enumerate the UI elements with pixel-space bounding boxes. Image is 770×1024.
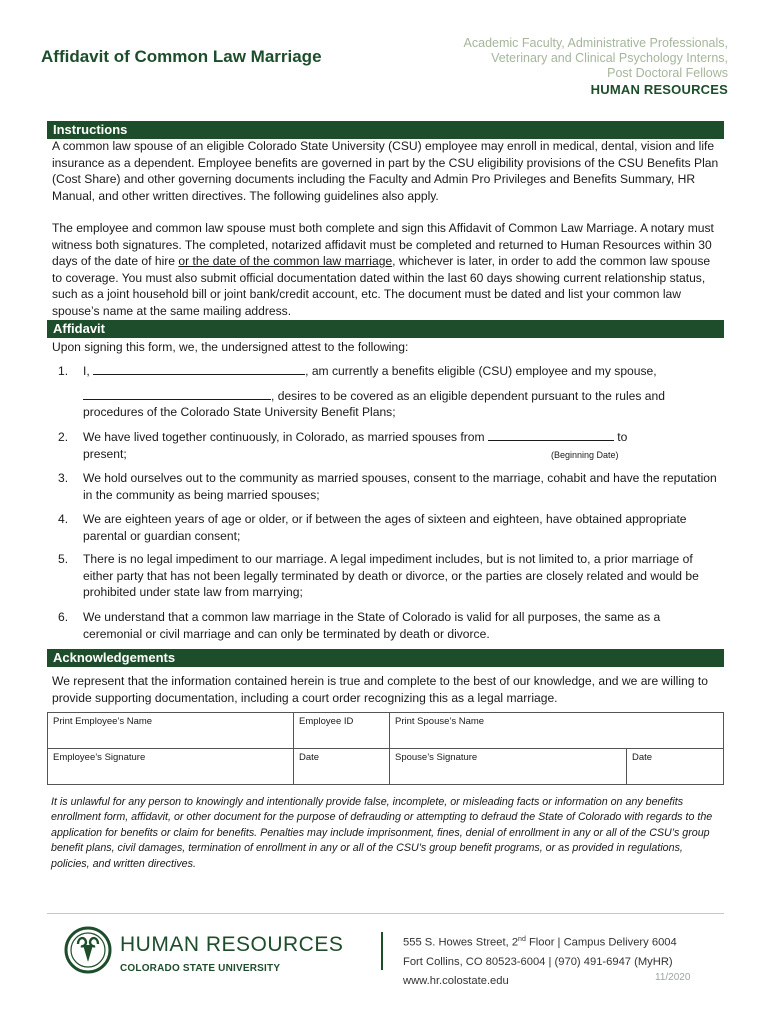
document-title: Affidavit of Common Law Marriage (41, 47, 322, 66)
item-1-text-c: , desires to be covered as an eligible dependent pursuant to the rules and procedures of the Colorado State University Benefit Plans; (83, 388, 665, 420)
acknowledgements-heading: Acknowledgements (47, 649, 724, 667)
instructions-p2-underlined: or the date of the common law marriage (178, 254, 393, 269)
affidavit-item-2 (52, 429, 720, 462)
item-1-text-a: I, (83, 364, 94, 378)
header-department: HUMAN RESOURCES (590, 82, 728, 97)
employee-name-label: Print Employee’s Name (53, 716, 153, 727)
item-2-number: 2. (58, 430, 69, 444)
csu-ram-seal-icon (64, 926, 112, 974)
item-2-text-c: present; (83, 446, 127, 461)
instructions-paragraph-2 (52, 220, 720, 320)
employee-date-field[interactable] (294, 749, 390, 785)
instructions-p2-b: , whichever is later, in order to add the common law spouse to coverage. You must also submit official documentation dated within the last 60 days showing current relationship status, such as a joint household bill or joint bank/credit account, etc. The document must be dated and list your common law spouse’s name at the same mailing address. (52, 254, 711, 318)
item-1-number: 1. (58, 364, 69, 378)
logo-university-name: COLORADO STATE UNIVERSITY (120, 963, 281, 974)
item-3-number: 3. (58, 471, 69, 485)
affidavit-heading: Affidavit (47, 320, 724, 338)
footer-street: 555 S. Howes Street, 2nd Floor | Campus Delivery 6004 (403, 936, 677, 949)
affidavit-item-1 (52, 363, 720, 421)
logo-department-name: HUMAN RESOURCES (120, 933, 344, 956)
item-2-text-b: to (613, 430, 628, 444)
affidavit-item-5 (52, 551, 720, 601)
legal-disclaimer: It is unlawful for any person to knowingly and intentionally provide false, incomplete, or misleading facts or information on any benefits enrollment form, affidavit, or other document for the purpose of defrauding or attempting to defraud the State of Colorado with regards to the application for benefits or claim for benefits. Penalties may include imprisonment, fines, denial of enrollment in any or all of the CSU’s group benefit plans, civil damages, termination of enrollment in any or all of the CSU’s group benefit programs, or as provided in regulations, policies, and written directives. (51, 796, 713, 870)
employee-id-field[interactable] (294, 713, 390, 749)
footer-city-phone: Fort Collins, CO 80523-6004 | (970) 491-6947 (MyHR) (403, 955, 673, 968)
employee-signature-label: Employee’s Signature (53, 752, 146, 763)
instructions-heading: Instructions (47, 121, 724, 139)
item-1-text-b: , am currently a benefits eligible (CSU) employee and my spouse, (305, 364, 657, 378)
audience-line-2: Veterinary and Clinical Psychology Interns, (491, 51, 728, 65)
hr-logo (64, 926, 364, 976)
employee-date-label: Date (299, 752, 320, 763)
item-4-text: We are eighteen years of age or older, or if between the ages of sixteen and eighteen, have obtained appropriate parental or guardian consent; (83, 512, 687, 543)
instructions-paragraph-1: A common law spouse of an eligible Colorado State University (CSU) employee may enroll in medical, dental, vision and life insurance as a dependent. Employee benefits are governed in part by the CSU eligibility provisions of the CSU Benefits Plan (Cost Share) and other governing documents including the Faculty and Admin Pro Privileges and Benefits Summary, HR Manual, and other written directives. The following guidelines also apply. (52, 139, 719, 203)
affidavit-item-3 (52, 470, 720, 503)
spouse-name-label: Print Spouse’s Name (395, 716, 485, 727)
footer-address-block (403, 930, 677, 991)
affidavit-item-6 (52, 609, 720, 642)
header-audience (464, 36, 728, 97)
instructions-p2-a: The employee and common law spouse must both complete and sign this Affidavit of Common Law Marriage. A notary must witness both signatures. The completed, notarized affidavit must be completed and returned to Human Resources within 30 days of the date of hire (52, 221, 714, 269)
item-6-text: We understand that a common law marriage in the State of Colorado is valid for all purposes, the same as a ceremonial or civil marriage and can only be terminated by death or divorce. (83, 610, 661, 641)
item-2-text-a: We have lived together continuously, in Colorado, as married spouses from (83, 430, 488, 444)
audience-line-1: Academic Faculty, Administrative Professionals, (463, 36, 728, 50)
spouse-date-label: Date (632, 752, 653, 763)
footer-divider (47, 913, 724, 914)
item-5-text: There is no legal impediment to our marriage. A legal impediment includes, but is not limited to, a prior marriage of either party that has not been legally terminated by death or divorce, or the parties are closely related and would be prohibited under state law from marrying; (83, 552, 699, 600)
employee-signature-field[interactable] (48, 749, 294, 785)
employee-name-blank[interactable] (93, 363, 305, 375)
signature-form (47, 712, 724, 785)
audience-line-3: Post Doctoral Fellows (607, 66, 728, 80)
item-4-number: 4. (58, 512, 69, 526)
spouse-date-field[interactable] (627, 749, 724, 785)
acknowledgements-text: We represent that the information contained herein is true and complete to the best of our knowledge, and we are willing to provide supporting documentation, including a court order recognizing this as a legal marriage. (52, 674, 708, 705)
item-3-text: We hold ourselves out to the community as married spouses, consent to the marriage, cohabit and have the reputation in the community as being married spouses; (83, 471, 717, 502)
footer-separator (381, 932, 383, 970)
spouse-name-blank[interactable] (83, 388, 271, 400)
footer-website-link[interactable]: www.hr.colostate.edu (403, 974, 509, 987)
spouse-signature-label: Spouse’s Signature (395, 752, 478, 763)
affidavit-item-4 (52, 511, 720, 544)
beginning-date-hint: (Beginning Date) (551, 450, 619, 460)
spouse-signature-field[interactable] (390, 749, 627, 785)
employee-id-label: Employee ID (299, 716, 354, 727)
spouse-name-field[interactable] (390, 713, 724, 749)
item-6-number: 6. (58, 610, 69, 624)
affidavit-intro: Upon signing this form, we, the undersigned attest to the following: (52, 340, 409, 354)
employee-name-field[interactable] (48, 713, 294, 749)
item-5-number: 5. (58, 552, 69, 566)
revision-date: 11/2020 (655, 972, 691, 983)
beginning-date-blank[interactable] (488, 429, 614, 441)
